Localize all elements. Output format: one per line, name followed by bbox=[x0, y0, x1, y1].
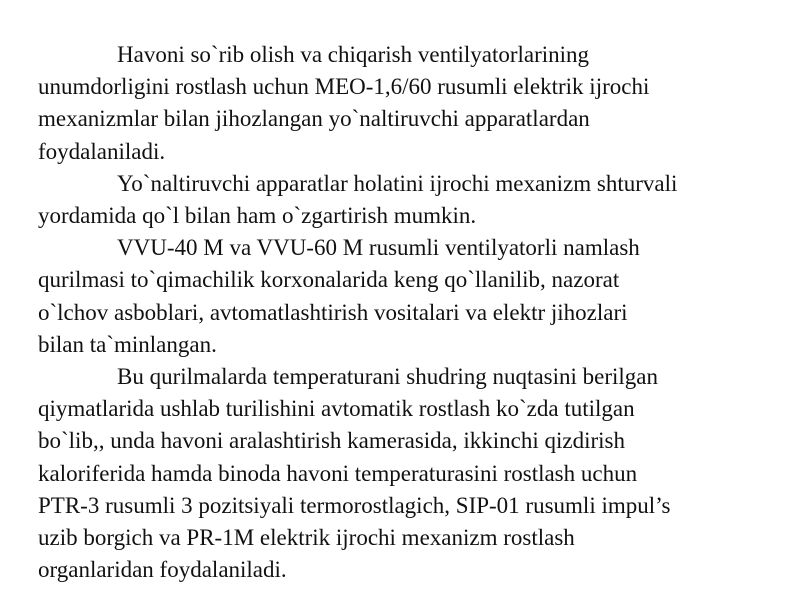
text-line: qurilmasi to`qimachilik korxonalarida keng qo`llanilib, nazorat bbox=[38, 267, 620, 293]
text-line: o`lchov asboblari, avtomatlashtirish vositalari va elektr jihozlari bbox=[38, 299, 628, 325]
text-line: qiymatlarida ushlab turilishini avtomatik rostlash ko`zda tutilgan bbox=[38, 396, 635, 422]
text-line: organlaridan foydalaniladi. bbox=[38, 557, 287, 583]
text-line: PTR-3 rusumli 3 pozitsiyali termorostlagich, SIP-01 rusumli impul’s bbox=[38, 492, 671, 518]
paragraph-4 bbox=[38, 361, 778, 586]
text-line: VVU-40 M va VVU-60 M rusumli ventilyatorli namlash bbox=[117, 235, 640, 261]
paragraph-3 bbox=[38, 232, 778, 361]
text-line: kaloriferida hamda binoda havoni temperaturasini rostlash uchun bbox=[38, 460, 638, 486]
paragraph-2 bbox=[38, 168, 778, 232]
text-line: uzib borgich va PR-1M elektrik ijrochi mexanizm rostlash bbox=[38, 525, 575, 551]
paragraph-1 bbox=[38, 39, 778, 168]
text-line: unumdorligini rostlash uchun MEO-1,6/60 rusumli elektrik ijrochi bbox=[38, 74, 650, 100]
text-line: bo`lib,, unda havoni aralashtirish kamerasida, ikkinchi qizdirish bbox=[38, 428, 625, 454]
text-line: foydalaniladi. bbox=[38, 138, 166, 164]
text-line: bilan ta`minlangan. bbox=[38, 331, 217, 357]
text-line: Bu qurilmalarda temperaturani shudring nuqtasini berilgan bbox=[117, 364, 658, 390]
document-body bbox=[38, 39, 778, 586]
text-line: mexanizmlar bilan jihozlangan yo`naltiruvchi apparatlardan bbox=[38, 106, 590, 132]
text-line: Havoni so`rib olish va chiqarish ventilyatorlarining bbox=[117, 42, 590, 67]
text-line: Yo`naltiruvchi apparatlar holatini ijrochi mexanizm shturvali bbox=[117, 170, 678, 196]
text-line: yordamida qo`l bilan ham o`zgartirish mumkin. bbox=[38, 203, 477, 229]
